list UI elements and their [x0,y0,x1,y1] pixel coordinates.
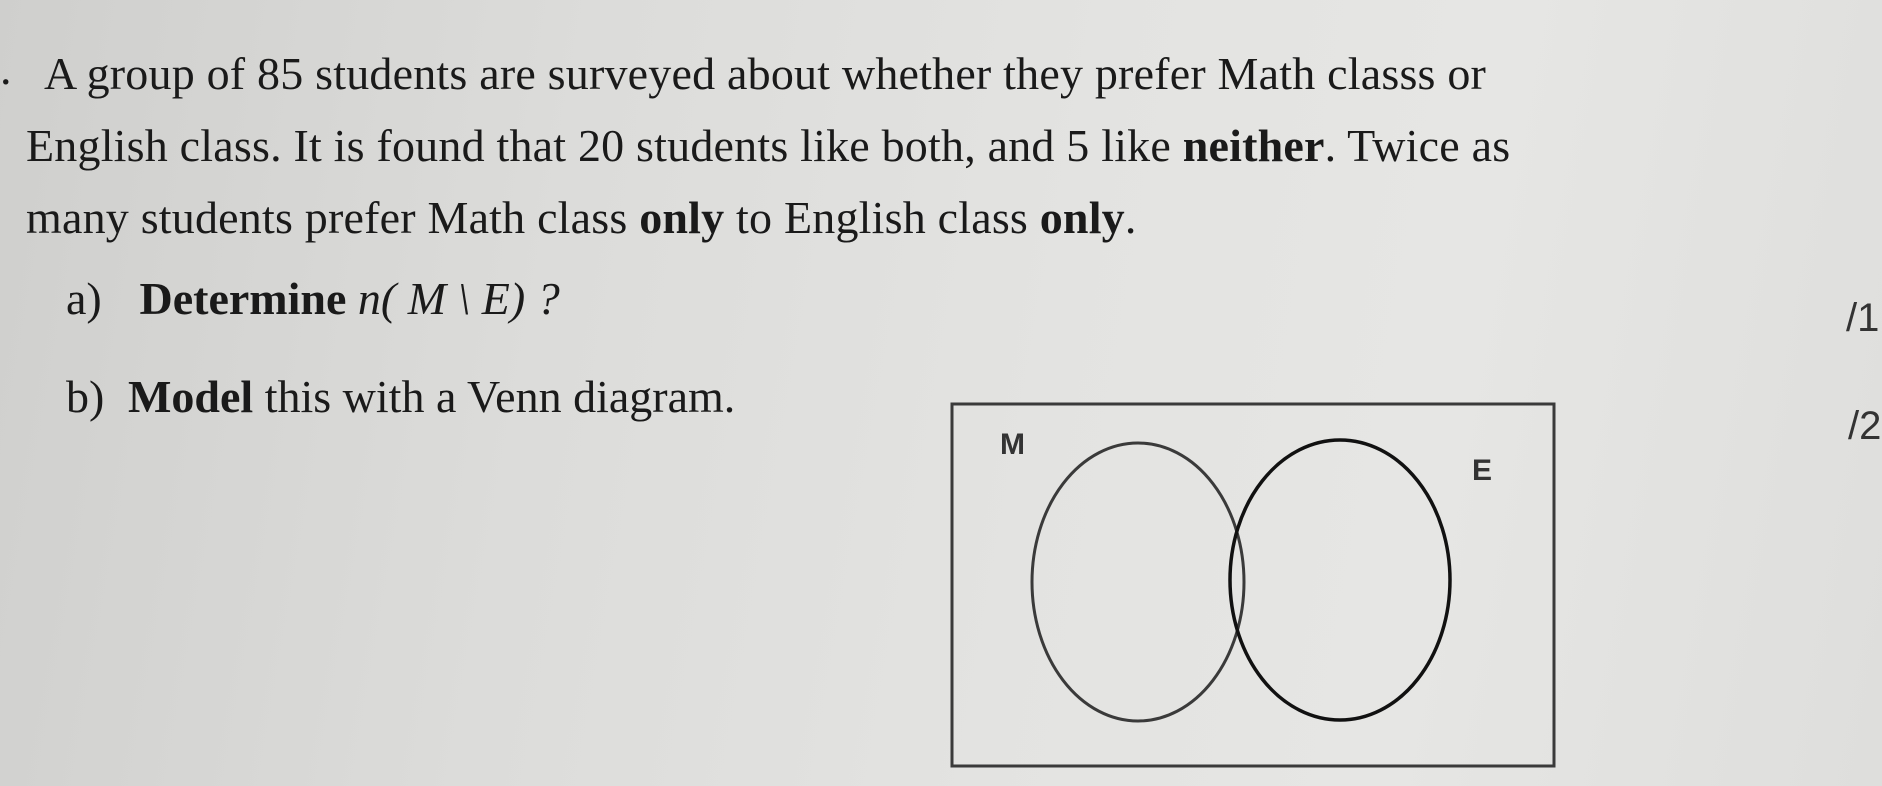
part-a-marks: /1 [1846,296,1880,340]
part-b [66,370,735,423]
question-line-3: many students prefer Math class only to English class only. [26,192,1137,243]
part-b-marks: /2 [1848,404,1882,448]
emphasis-only-1: only [639,192,725,243]
venn-label-e: E [1472,454,1493,487]
part-b-text: this with a Venn diagram. [253,371,736,422]
emphasis-only-2: only [1039,192,1125,243]
part-a-expression: n( M \ E) ? [357,273,560,324]
question-line-1: A group of 85 students are surveyed about whether they prefer Math classs or [44,48,1487,99]
question-line-2: English class. It is found that 20 students like both, and 5 like neither. Twice as [26,120,1511,171]
part-b-label: b) [66,371,105,422]
question-number-dot: . [0,43,12,94]
venn-universal-set-box [952,404,1554,766]
part-a-verb: Determine [139,273,347,324]
part-a-label: a) [66,273,102,324]
emphasis-neither: neither [1182,120,1325,171]
part-b-verb: Model [128,371,254,422]
venn-diagram [950,402,1556,768]
venn-circle-m [1032,443,1244,721]
venn-label-m: M [1000,428,1025,461]
venn-circle-e [1230,440,1450,720]
part-a [66,272,560,325]
question-paragraph [28,38,1868,254]
